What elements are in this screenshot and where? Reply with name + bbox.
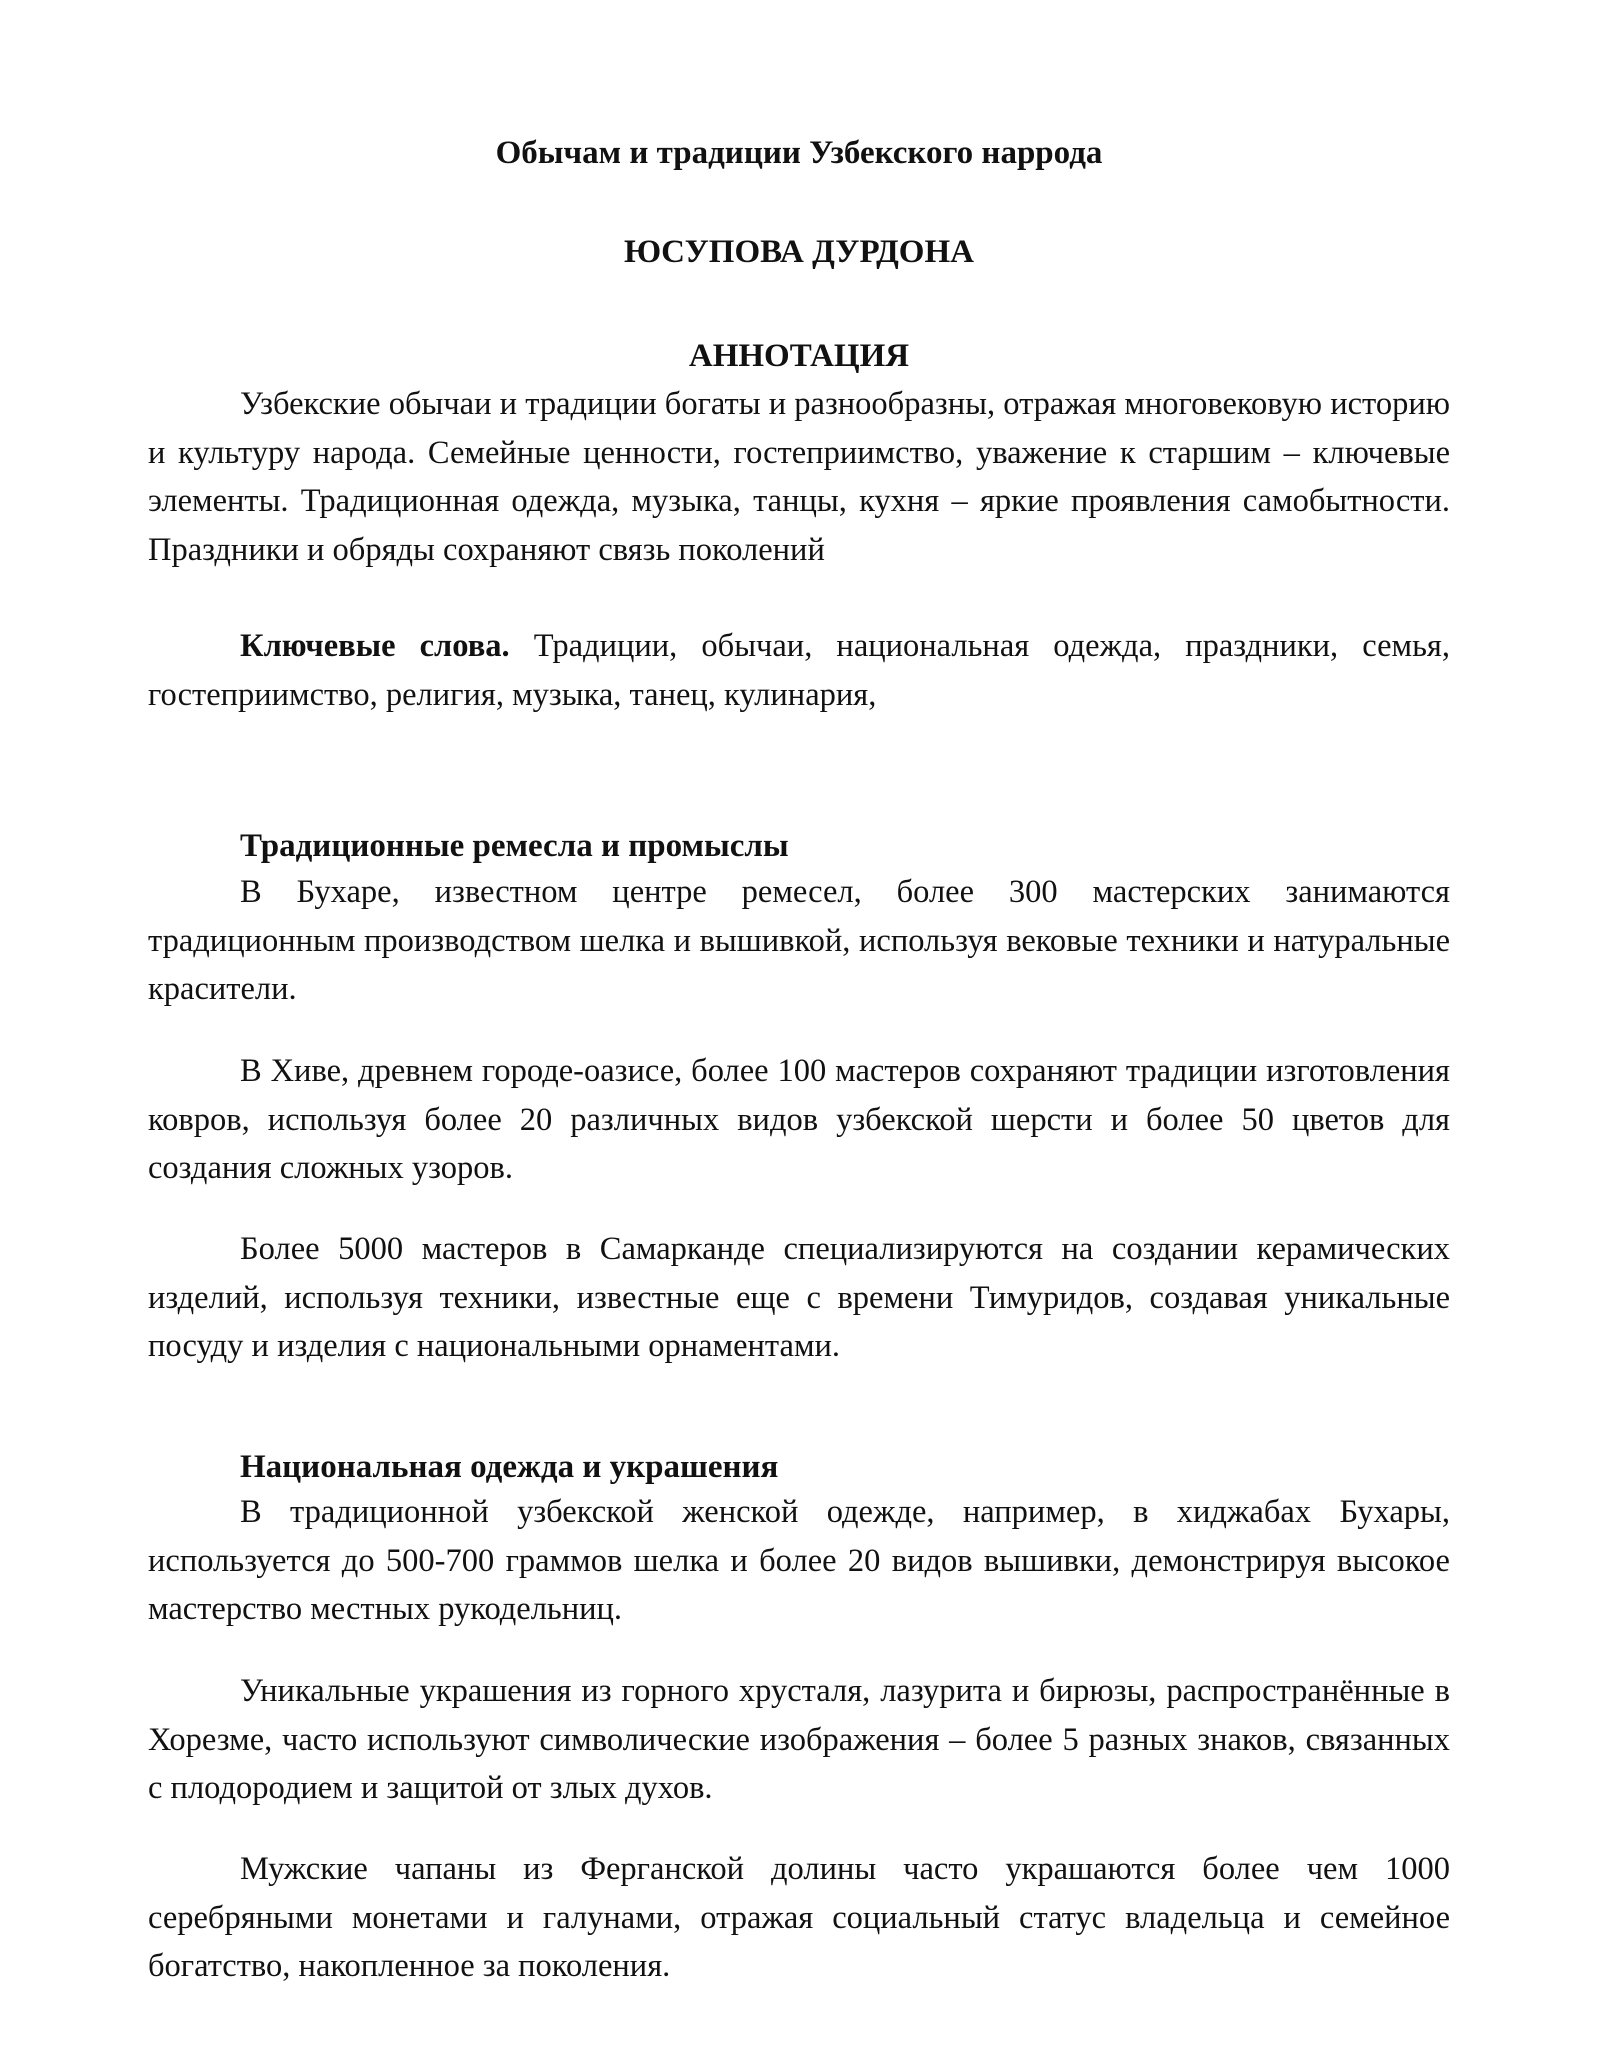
section-paragraph-samarkand: Более 5000 мастеров в Самарканде специализируются на создании керамических изделий, используя техники, известные еще с времени Тимуридов, создавая уникальные посуду и изделия с национальными орнаментами. (148, 1231, 1450, 1364)
section-heading-clothing: Национальная одежда и украшения (240, 1449, 779, 1485)
author-name: ЮСУПОВА ДУРДОНА (624, 234, 974, 270)
section-paragraph-khiva: В Хиве, древнем городе-оазисе, более 100 мастеров сохраняют традиции изготовления ковров, используя более 20 различных видов узбекской шерсти и более 50 цветов для создания сложных узоров. (148, 1053, 1450, 1186)
annotation-paragraph (148, 380, 1450, 574)
section-paragraph-women-clothing: В традиционной узбекской женской одежде, например, в хиджабах Бухары, используется до 500-700 граммов шелка и более 20 видов вышивки, демонстрируя высокое мастерство местных рукодельниц. (148, 1494, 1450, 1627)
section-paragraph-bukhara: В Бухаре, известном центре ремесел, более 300 мастерских занимаются традиционным производством шелка и вышивкой, используя вековые техники и натуральные красители. (148, 874, 1450, 1007)
keywords-label: Ключевые слова. (240, 628, 510, 664)
section-paragraph-jewelry: Уникальные украшения из горного хрусталя, лазурита и бирюзы, распространённые в Хорезме, часто используют символические изображения – более 5 разных знаков, связанных с плодородием и защитой от злых духов. (148, 1673, 1450, 1806)
keywords-paragraph (148, 622, 1450, 719)
annotation-text: Узбекские обычаи и традиции богаты и разнообразны, отражая многовековую историю и культуру народа. Семейные ценности, гостеприимство, уважение к старшим – ключевые элементы. Традиционная одежда, музыка, танцы, кухня – яркие проявления самобытности. Праздники и обряды сохраняют связь поколений (148, 386, 1450, 568)
keywords-text: Традиции, обычаи, национальная одежда, праздники, семья, гостеприимство, религия, музыка, танец, кулинария, (148, 628, 1451, 713)
annotation-heading: АННОТАЦИЯ (688, 338, 910, 374)
section-heading-crafts: Традиционные ремесла и промыслы (240, 828, 789, 864)
document-title: Обычам и традиции Узбекского наррода (495, 135, 1103, 171)
section-paragraph-chapans: Мужские чапаны из Ферганской долины часто украшаются более чем 1000 серебряными монетами и галунами, отражая социальный статус владельца и семейное богатство, накопленное за поколения. (148, 1851, 1450, 1984)
